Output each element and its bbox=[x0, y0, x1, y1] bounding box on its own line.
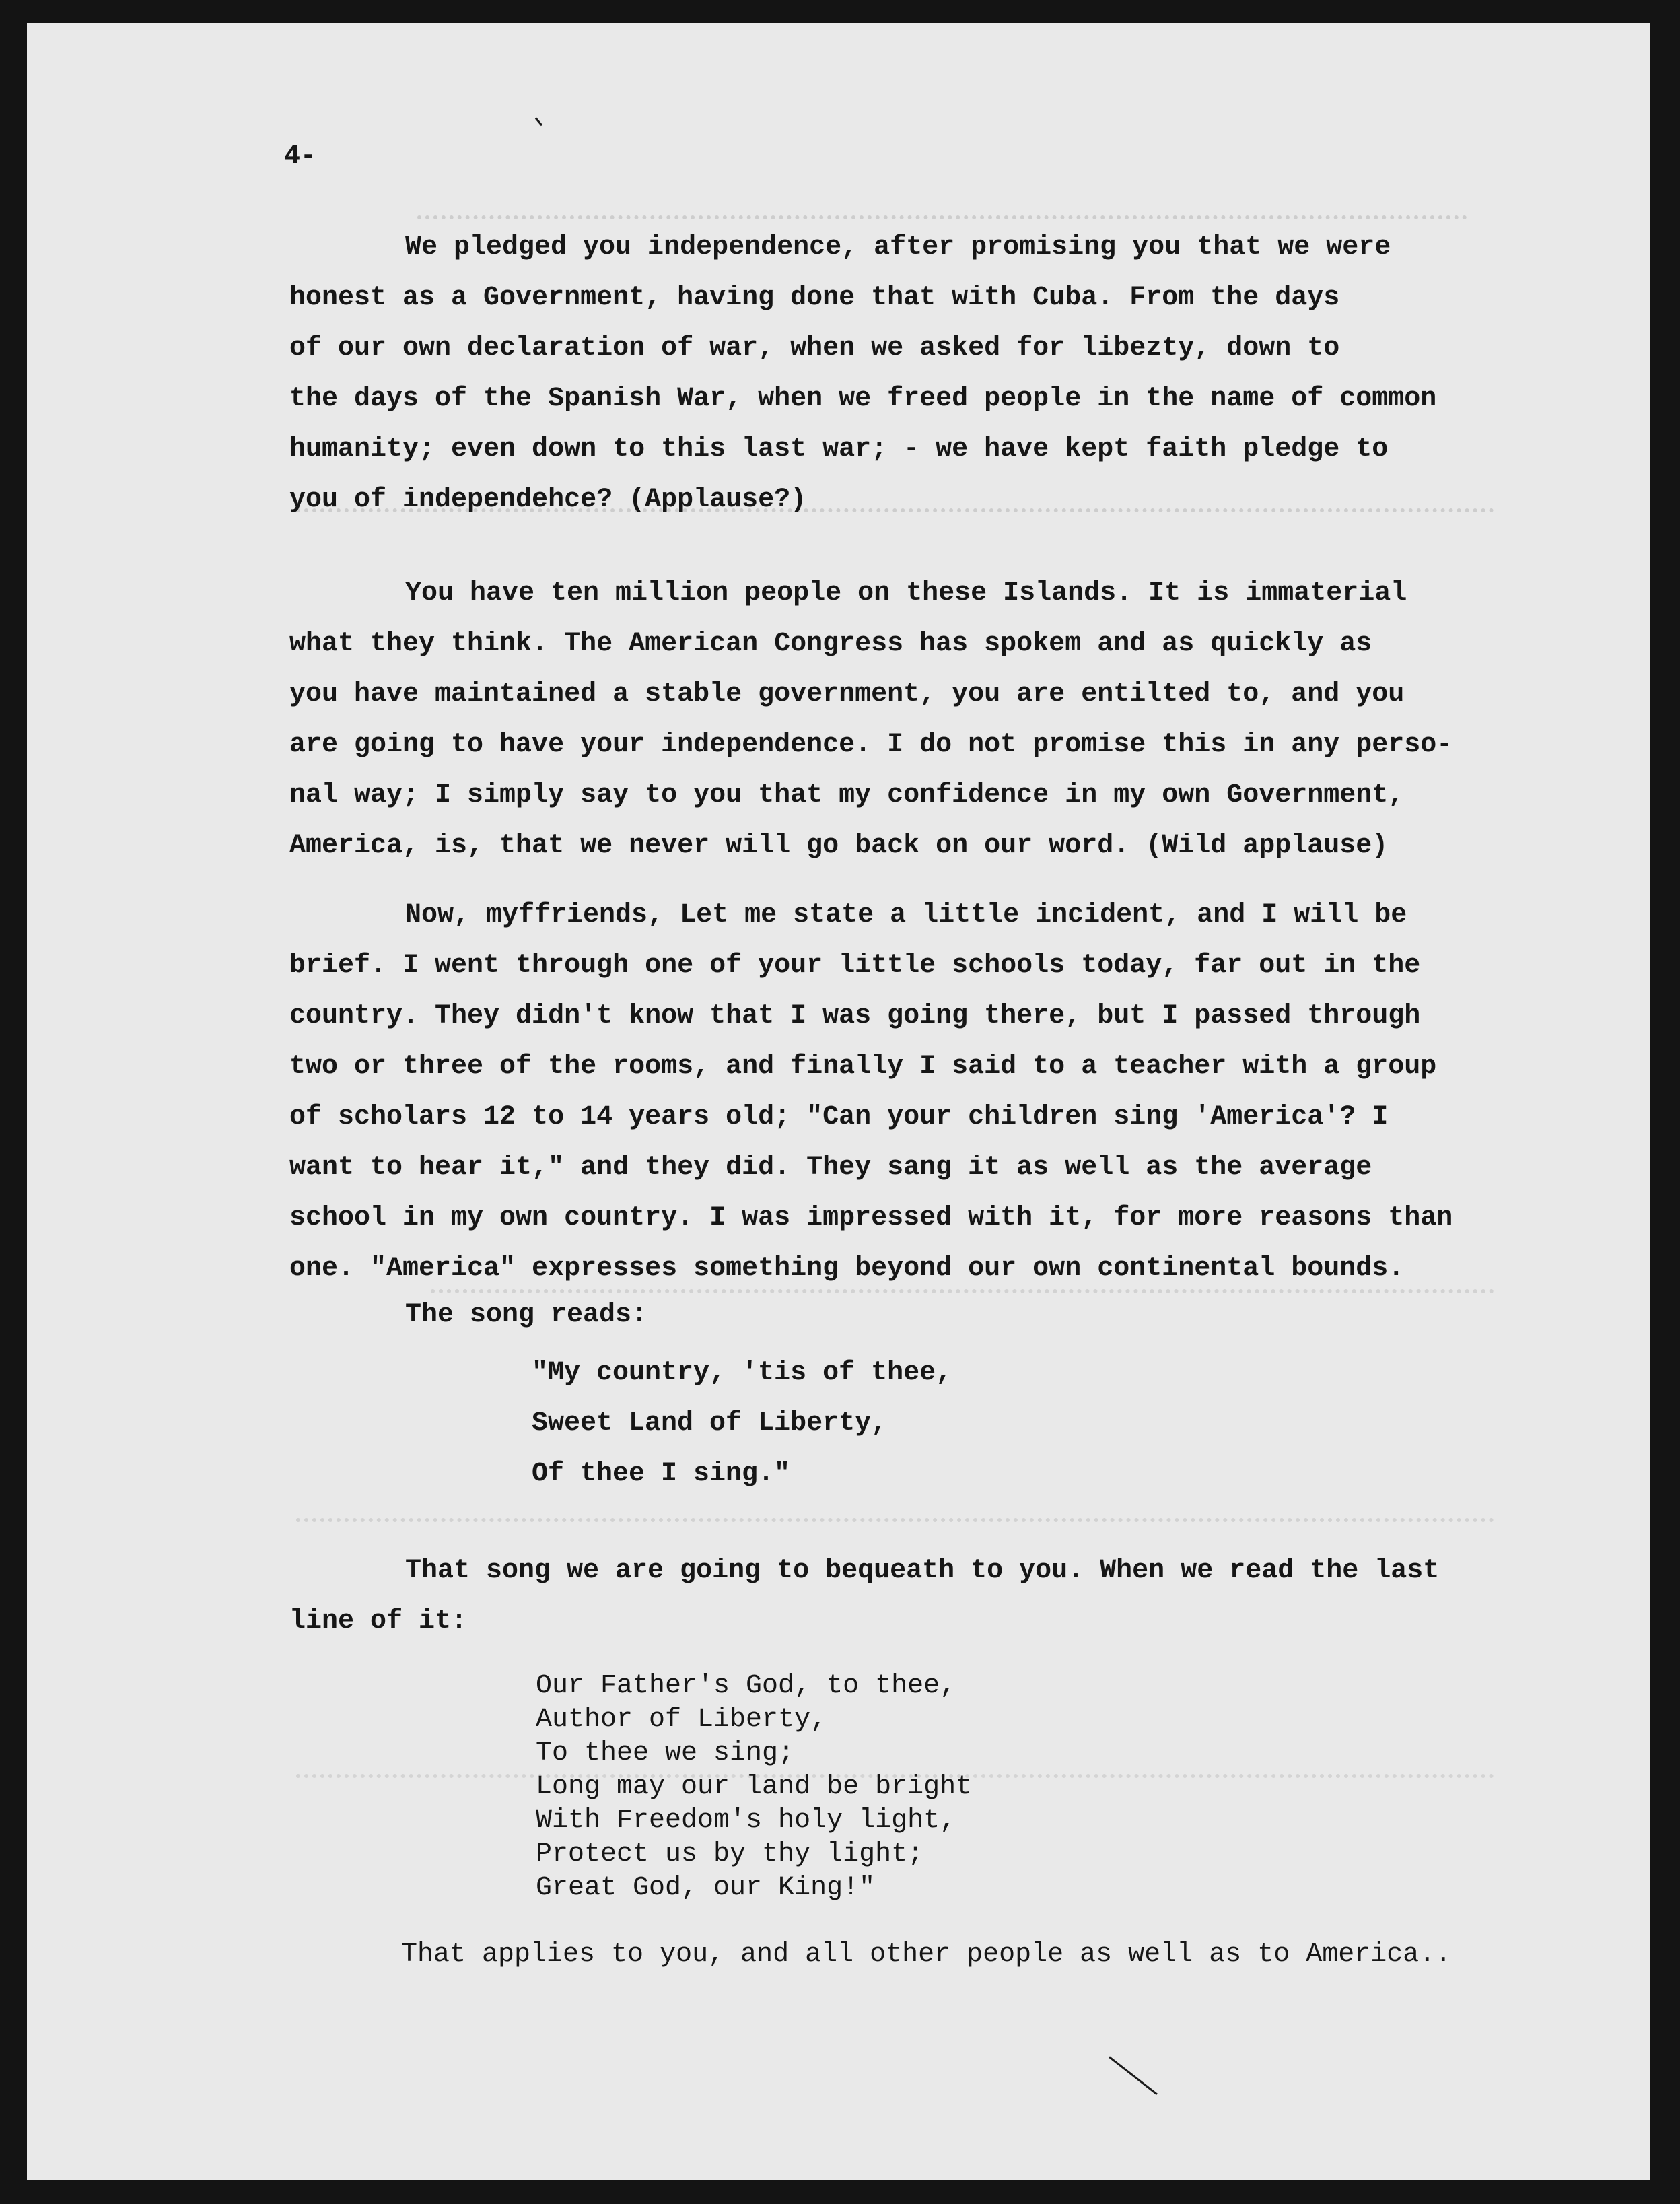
verse-line: Great God, our King!" bbox=[536, 1873, 876, 1903]
verse-line: Long may our land be bright bbox=[536, 1772, 973, 1802]
closing-line bbox=[401, 1929, 1451, 1980]
verse-line: To thee we sing; bbox=[536, 1738, 795, 1768]
text-line: one. "America" expresses something beyond our own continental bounds. bbox=[289, 1253, 1405, 1284]
page-number: 4- bbox=[284, 141, 317, 172]
text-line: are going to have your independence. I do not promise this in any perso- bbox=[289, 730, 1453, 760]
text-line: of our own declaration of war, when we asked for libezty, down to bbox=[289, 333, 1340, 364]
verse-line: Author of Liberty, bbox=[536, 1704, 827, 1735]
verse-line: With Freedom's holy light, bbox=[536, 1805, 956, 1836]
verse-line: "My country, 'tis of thee, bbox=[532, 1358, 952, 1388]
verse-line: Protect us by thy light; bbox=[536, 1839, 924, 1869]
text-line: The song reads: bbox=[405, 1300, 648, 1330]
text-line: brief. I went through one of your little schools today, far out in the bbox=[289, 951, 1421, 981]
text-line: Now, myffriends, Let me state a little incident, and I will be bbox=[405, 900, 1407, 930]
paragraph-bequeath bbox=[289, 1546, 1439, 1647]
stray-pen-mark bbox=[535, 118, 542, 127]
text-line: line of it: bbox=[289, 1606, 468, 1637]
text-line: want to hear it," and they did. They sang it as well as the average bbox=[289, 1152, 1372, 1183]
text-line: you of independehce? (Applause?) bbox=[289, 485, 807, 515]
text-line: of scholars 12 to 14 years old; "Can your children sing 'America'? I bbox=[289, 1102, 1389, 1132]
text-line: That applies to you, and all other people as well as to America.. bbox=[401, 1939, 1452, 1970]
text-line: you have maintained a stable government, you are entilted to, and you bbox=[289, 679, 1405, 710]
text-line: the days of the Spanish War, when we freed people in the name of common bbox=[289, 384, 1437, 414]
stray-pen-mark bbox=[1109, 2056, 1158, 2095]
text-line: We pledged you independence, after promising you that we were bbox=[405, 232, 1391, 263]
text-line: honest as a Government, having done that with Cuba. From the days bbox=[289, 283, 1340, 313]
text-line: America, is, that we never will go back on our word. (Wild applause) bbox=[289, 831, 1389, 861]
text-line: You have ten million people on these Islands. It is immaterial bbox=[405, 578, 1407, 609]
text-line: what they think. The American Congress has spokem and as quickly as bbox=[289, 629, 1372, 659]
verse-line: Sweet Land of Liberty, bbox=[532, 1408, 888, 1439]
song-verse bbox=[532, 1348, 952, 1499]
paragraph-ten-million-people bbox=[289, 568, 1452, 871]
text-line: That song we are going to bequeath to you. When we read the last bbox=[405, 1556, 1440, 1586]
text-line: nal way; I simply say to you that my confidence in my own Government, bbox=[289, 780, 1405, 811]
text-line: school in my own country. I was impressed with it, for more reasons than bbox=[289, 1203, 1453, 1233]
text-line: humanity; even down to this last war; - we have kept faith pledge to bbox=[289, 434, 1389, 464]
text-line: two or three of the rooms, and finally I said to a teacher with a group bbox=[289, 1052, 1437, 1082]
verse-line: Of thee I sing." bbox=[532, 1459, 791, 1489]
song-intro bbox=[405, 1290, 648, 1340]
paragraph-independence-pledge bbox=[289, 222, 1436, 525]
hymn-verse bbox=[536, 1669, 972, 1905]
document-page bbox=[27, 23, 1650, 2180]
paragraph-school-incident bbox=[289, 890, 1452, 1294]
verse-line: Our Father's God, to thee, bbox=[536, 1671, 956, 1701]
text-line: country. They didn't know that I was going there, but I passed through bbox=[289, 1001, 1421, 1031]
